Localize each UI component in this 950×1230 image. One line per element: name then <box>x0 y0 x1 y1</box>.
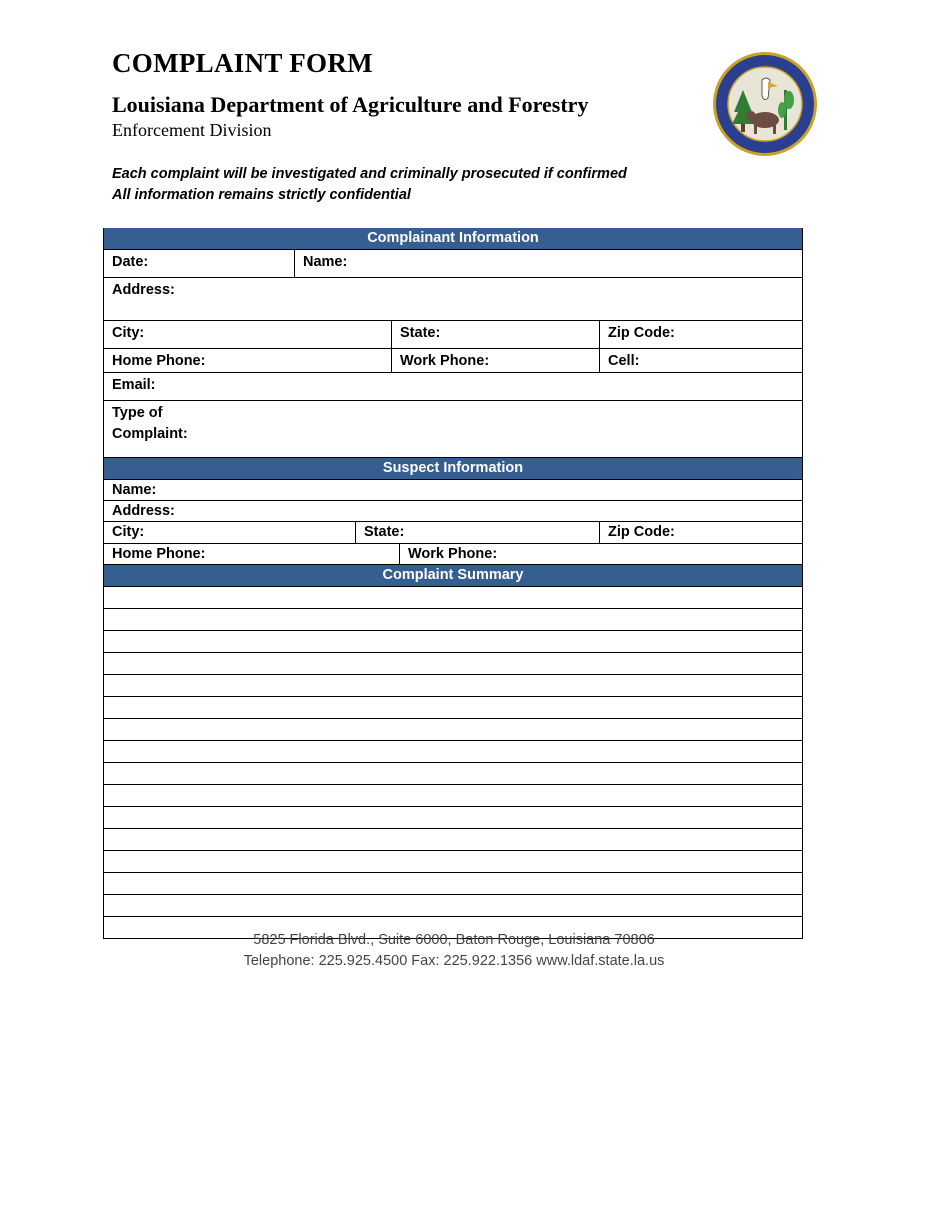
summary-line[interactable] <box>104 697 802 719</box>
summary-line[interactable] <box>104 741 802 763</box>
notice-confidential: All information remains strictly confidential <box>112 187 411 203</box>
complainant-row-city-state-zip <box>104 321 802 349</box>
summary-section-header: Complaint Summary <box>104 565 802 587</box>
complainant-city-field[interactable]: City: <box>104 321 392 348</box>
complainant-address-field[interactable]: Address: <box>112 282 175 298</box>
suspect-section-header: Suspect Information <box>104 458 802 480</box>
suspect-home-phone-field[interactable]: Home Phone: <box>104 544 400 564</box>
complaint-type-label-line1: Type of <box>112 405 163 421</box>
division-name: Enforcement Division <box>112 120 272 140</box>
complainant-cell-field[interactable]: Cell: <box>608 353 640 369</box>
complainant-row-type <box>104 401 802 458</box>
summary-line[interactable] <box>104 829 802 851</box>
notice-investigation: Each complaint will be investigated and criminally prosecuted if confirmed <box>112 166 627 182</box>
department-seal-logo <box>710 50 820 158</box>
suspect-address-field[interactable]: Address: <box>112 503 175 519</box>
suspect-name-field[interactable]: Name: <box>112 482 157 498</box>
department-name: Louisiana Department of Agriculture and Forestry <box>112 92 589 117</box>
complainant-section-header: Complainant Information <box>104 228 802 250</box>
complainant-date-field[interactable]: Date: <box>104 250 295 277</box>
summary-line[interactable] <box>104 609 802 631</box>
summary-line[interactable] <box>104 653 802 675</box>
complainant-row-email <box>104 373 802 401</box>
footer-address: 5825 Florida Blvd., Suite 6000, Baton Rouge, Louisiana 70806 <box>253 932 655 948</box>
summary-line[interactable] <box>104 631 802 653</box>
summary-line[interactable] <box>104 807 802 829</box>
complaint-type-label-line2: Complaint: <box>112 426 188 442</box>
summary-lines <box>104 587 802 938</box>
suspect-row-name <box>104 480 802 501</box>
complaint-form-table <box>103 228 803 939</box>
complainant-email-field[interactable]: Email: <box>112 377 156 393</box>
complainant-row-phones <box>104 349 802 373</box>
suspect-state-field[interactable]: State: <box>356 522 600 543</box>
complainant-state-field[interactable]: State: <box>392 321 600 348</box>
form-title: COMPLAINT FORM <box>112 48 373 78</box>
summary-line[interactable] <box>104 785 802 807</box>
summary-line[interactable] <box>104 587 802 609</box>
suspect-city-field[interactable]: City: <box>104 522 356 543</box>
summary-line[interactable] <box>104 873 802 895</box>
summary-line[interactable] <box>104 763 802 785</box>
complainant-work-phone-field[interactable]: Work Phone: <box>392 349 600 372</box>
summary-line[interactable] <box>104 895 802 917</box>
suspect-row-city-state-zip <box>104 522 802 544</box>
summary-line[interactable] <box>104 719 802 741</box>
complainant-row-address <box>104 278 802 321</box>
suspect-work-phone-field[interactable]: Work Phone: <box>408 546 498 562</box>
complainant-row-date-name <box>104 250 802 278</box>
suspect-row-address <box>104 501 802 522</box>
summary-line[interactable] <box>104 675 802 697</box>
complaint-type-field[interactable] <box>104 401 802 457</box>
footer-contact: Telephone: 225.925.4500 Fax: 225.922.1356 www.ldaf.state.la.us <box>243 953 665 969</box>
complainant-name-field[interactable]: Name: <box>303 254 348 270</box>
complainant-zip-field[interactable]: Zip Code: <box>608 325 675 341</box>
suspect-row-phones <box>104 544 802 565</box>
summary-line[interactable] <box>104 851 802 873</box>
complainant-home-phone-field[interactable]: Home Phone: <box>104 349 392 372</box>
suspect-zip-field[interactable]: Zip Code: <box>608 524 675 540</box>
